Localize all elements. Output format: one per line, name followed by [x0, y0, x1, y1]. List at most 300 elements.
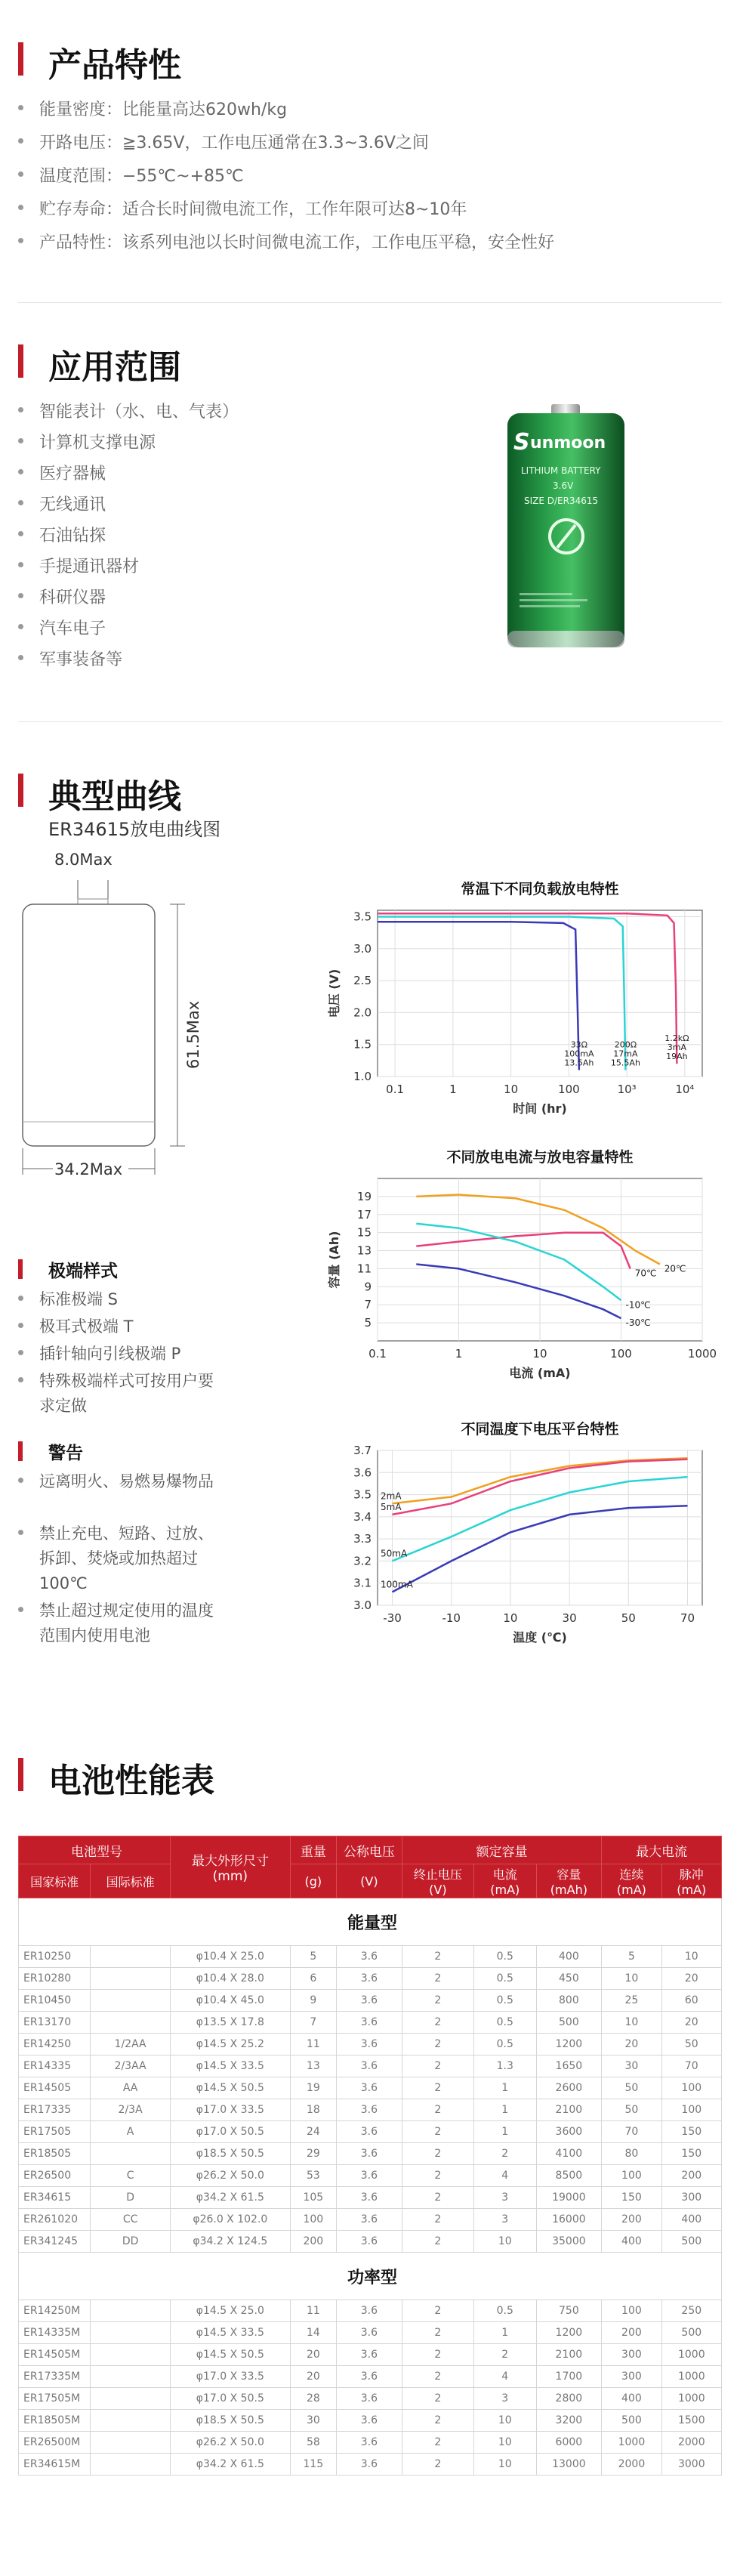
table-cell: 3.6 — [337, 2012, 402, 2034]
table-cell: 24 — [290, 2121, 336, 2143]
table-cell: ER17335M — [19, 2366, 91, 2388]
y-tick-label: 3.7 — [353, 1444, 372, 1457]
header-text: (mA) — [677, 1883, 707, 1897]
table-header — [602, 1864, 661, 1898]
table-cell — [91, 1968, 171, 1990]
applications-title: 应用范围 — [48, 348, 181, 387]
table-cell: 30 — [602, 2056, 661, 2077]
table-cell: φ18.5 X 50.5 — [170, 2143, 290, 2165]
y-tick-label: 5 — [364, 1316, 372, 1330]
table-cell: ER26500 — [19, 2165, 91, 2187]
table-cell: 3 — [473, 2209, 536, 2231]
series-annotation: 100mA — [564, 1049, 594, 1059]
y-tick-label: 3.4 — [353, 1509, 372, 1524]
table-cell: 2100 — [536, 2099, 602, 2121]
table-cell — [91, 2432, 171, 2454]
series-annotation: 15.5Ah — [610, 1058, 640, 1068]
table-cell: 14 — [290, 2322, 336, 2344]
x-tick-label: 1000 — [687, 1347, 717, 1361]
section-marker — [18, 42, 23, 76]
series-label: -30℃ — [625, 1317, 651, 1329]
y-tick-label: 7 — [364, 1298, 372, 1312]
table-cell: 500 — [602, 2410, 661, 2432]
table-cell: ER14335 — [19, 2056, 91, 2077]
table-cell: 2 — [402, 2143, 473, 2165]
table-cell: 300 — [602, 2344, 661, 2366]
table-cell: 2/3AA — [91, 2056, 171, 2077]
table-cell: 20 — [290, 2366, 336, 2388]
table-cell: ER26500M — [19, 2432, 91, 2454]
y-tick-label: 13 — [356, 1243, 372, 1258]
dim-bottom-label: 34.2Max — [54, 1160, 123, 1178]
table-cell: 200 — [602, 2209, 661, 2231]
table-cell: 2 — [402, 2034, 473, 2056]
table-cell: 29 — [290, 2143, 336, 2165]
table-row — [19, 2077, 722, 2099]
y-axis-label: 电压 (V) — [327, 968, 341, 1018]
table-row — [19, 2056, 722, 2077]
table-cell: 3.6 — [337, 2322, 402, 2344]
table-cell: 2 — [402, 2344, 473, 2366]
x-axis-label: 电流 (mA) — [509, 1366, 571, 1380]
table-cell: 3 — [473, 2388, 536, 2410]
table-cell: 100 — [290, 2209, 336, 2231]
chart-temperature-voltage — [325, 1416, 740, 1669]
battery-type: LITHIUM BATTERY — [521, 465, 601, 476]
dim-top-label: 8.0Max — [54, 851, 113, 869]
table-cell: φ18.5 X 50.5 — [170, 2410, 290, 2432]
table-cell: 3.6 — [337, 2231, 402, 2253]
table-cell: 30 — [290, 2410, 336, 2432]
divider — [18, 721, 722, 722]
y-axis-label: 容量 (Ah) — [327, 1231, 341, 1289]
list-item: 计算机支撑电源 — [39, 430, 156, 453]
table-header: 重量 — [290, 1836, 336, 1864]
table-row — [19, 2344, 722, 2366]
table-cell: 80 — [602, 2143, 661, 2165]
x-tick-label: 50 — [621, 1611, 636, 1625]
table-row — [19, 1968, 722, 1990]
table-cell: φ14.5 X 50.5 — [170, 2344, 290, 2366]
table-header: 电池型号 — [19, 1836, 171, 1864]
section-marker — [18, 1441, 23, 1461]
table-cell: ER18505M — [19, 2410, 91, 2432]
table-cell: ER34615 — [19, 2187, 91, 2209]
x-axis-label: 时间 (hr) — [513, 1101, 567, 1116]
table-cell: 500 — [536, 2012, 602, 2034]
table-header — [661, 1864, 721, 1898]
table-cell: 1700 — [536, 2366, 602, 2388]
table-row — [19, 2143, 722, 2165]
table-cell: 0.5 — [473, 2034, 536, 2056]
performance-table — [18, 1836, 722, 2476]
features-title: 产品特性 — [48, 46, 181, 85]
table-cell: 20 — [290, 2344, 336, 2366]
table-cell: φ34.2 X 61.5 — [170, 2187, 290, 2209]
table-cell: 50 — [602, 2099, 661, 2121]
table-cell: 3.6 — [337, 1990, 402, 2012]
list-item: 远离明火、易燃易爆物品 — [39, 1469, 220, 1494]
table-cell: ER18505 — [19, 2143, 91, 2165]
table-cell: DD — [91, 2231, 171, 2253]
y-tick-label: 3.2 — [353, 1554, 372, 1568]
divider — [18, 302, 722, 303]
table-cell — [91, 1946, 171, 1968]
table-header: 额定容量 — [402, 1836, 601, 1864]
table-cell: 3.6 — [337, 2034, 402, 2056]
table-cell: 2 — [402, 1968, 473, 1990]
table-cell: C — [91, 2165, 171, 2187]
table-cell: 3200 — [536, 2410, 602, 2432]
table-cell: 6000 — [536, 2432, 602, 2454]
table-cell: ER17505 — [19, 2121, 91, 2143]
list-item: 智能表计（水、电、气表） — [39, 399, 239, 422]
table-cell: ER14250M — [19, 2300, 91, 2322]
table-cell: 2 — [402, 2322, 473, 2344]
table-cell: 105 — [290, 2187, 336, 2209]
table-cell: 3.6 — [337, 1968, 402, 1990]
y-tick-label: 15 — [356, 1225, 372, 1240]
table-header — [402, 1864, 473, 1898]
table-row — [19, 2454, 722, 2476]
header-text: (mAh) — [550, 1883, 587, 1897]
table-cell: 50 — [661, 2034, 721, 2056]
table-cell: 500 — [661, 2322, 721, 2344]
x-tick-label: 10 — [532, 1347, 547, 1361]
table-header — [170, 1836, 290, 1898]
table-cell: 450 — [536, 1968, 602, 1990]
table-header — [536, 1864, 602, 1898]
table-row — [19, 2165, 722, 2187]
list-item: 贮存寿命：适合长时间微电流工作，工作年限可达8~10年 — [39, 196, 467, 220]
table-cell: 100 — [602, 2165, 661, 2187]
y-tick-label: 3.0 — [353, 1598, 372, 1612]
table-cell: 1 — [473, 2121, 536, 2143]
table-row — [19, 2388, 722, 2410]
table-group-row — [19, 2253, 722, 2300]
table-cell: D — [91, 2187, 171, 2209]
table-cell: 20 — [661, 2012, 721, 2034]
table-cell: 3.6 — [337, 2209, 402, 2231]
table-cell: 3.6 — [337, 2300, 402, 2322]
y-tick-label: 11 — [356, 1262, 372, 1276]
series-label: 50mA — [381, 1548, 408, 1559]
list-item: 特殊极端样式可按用户要求定做 — [39, 1369, 224, 1419]
table-cell: 2 — [402, 1946, 473, 1968]
table-cell — [91, 2454, 171, 2476]
header-text: 最大外形尺寸 — [191, 1854, 269, 1869]
list-item: 标准极端 S — [39, 1287, 224, 1310]
table-cell: 4100 — [536, 2143, 602, 2165]
y-tick-label: 2.0 — [353, 1005, 372, 1020]
x-tick-label: 0.1 — [386, 1083, 405, 1096]
table-cell: 10 — [473, 2231, 536, 2253]
table-cell: 2 — [402, 2012, 473, 2034]
table-cell: 13 — [290, 2056, 336, 2077]
table-cell: 400 — [602, 2231, 661, 2253]
table-cell: 19000 — [536, 2187, 602, 2209]
section-marker — [18, 1758, 23, 1791]
table-cell: 2 — [402, 2366, 473, 2388]
table-cell: φ10.4 X 28.0 — [170, 1968, 290, 1990]
table-cell: φ14.5 X 33.5 — [170, 2322, 290, 2344]
table-cell: 0.5 — [473, 2012, 536, 2034]
table-row — [19, 2300, 722, 2322]
table-cell: φ26.2 X 50.0 — [170, 2432, 290, 2454]
series-label: 5mA — [381, 1501, 402, 1512]
series-annotation: 3mA — [667, 1042, 687, 1053]
table-cell: 35000 — [536, 2231, 602, 2253]
table-cell: 3.6 — [337, 1946, 402, 1968]
table-cell: 2 — [473, 2344, 536, 2366]
table-cell: 115 — [290, 2454, 336, 2476]
table-cell: 2/3A — [91, 2099, 171, 2121]
table-cell: 3 — [473, 2187, 536, 2209]
table-cell: 2 — [402, 1990, 473, 2012]
table-cell — [91, 1990, 171, 2012]
section-marker — [18, 774, 23, 807]
table-cell: 300 — [602, 2366, 661, 2388]
header-text: 容量 — [557, 1867, 581, 1882]
table-cell — [91, 2410, 171, 2432]
x-tick-label: 1 — [449, 1083, 457, 1096]
list-item: 军事装备等 — [39, 647, 122, 670]
table-row — [19, 2410, 722, 2432]
table-cell: 2 — [402, 2056, 473, 2077]
header-text: (mA) — [490, 1883, 520, 1897]
list-item: 手提通讯器材 — [39, 554, 139, 577]
table-cell: 2100 — [536, 2344, 602, 2366]
warning-title: 警告 — [48, 1444, 83, 1463]
table-cell: 1000 — [602, 2432, 661, 2454]
list-item: 汽车电子 — [39, 616, 106, 639]
x-axis-label: 温度 (℃) — [513, 1630, 567, 1645]
table-cell: 1200 — [536, 2034, 602, 2056]
table-cell: 0.5 — [473, 1968, 536, 1990]
table-cell: ER14335M — [19, 2322, 91, 2344]
table-header: (g) — [290, 1864, 336, 1898]
table-cell: 2 — [402, 2388, 473, 2410]
table-cell: 2000 — [602, 2454, 661, 2476]
table-cell: 1 — [473, 2099, 536, 2121]
table-cell: 1 — [473, 2077, 536, 2099]
battery-brand: unmoon — [530, 434, 606, 452]
table-cell: ER261020 — [19, 2209, 91, 2231]
table-cell: 11 — [290, 2300, 336, 2322]
header-text: (mA) — [616, 1883, 646, 1897]
table-cell: 1000 — [661, 2388, 721, 2410]
table-cell: φ14.5 X 50.5 — [170, 2077, 290, 2099]
table-cell: 20 — [602, 2034, 661, 2056]
table-cell: ER10280 — [19, 1968, 91, 1990]
table-body — [19, 1898, 722, 2476]
x-tick-label: 100 — [610, 1347, 632, 1361]
y-tick-label: 9 — [364, 1280, 372, 1294]
table-cell: 3000 — [661, 2454, 721, 2476]
x-tick-label: 1 — [455, 1347, 463, 1361]
table-cell: φ17.0 X 50.5 — [170, 2121, 290, 2143]
table-row — [19, 2121, 722, 2143]
plot-area — [378, 1450, 702, 1605]
table-cell: 3.6 — [337, 2366, 402, 2388]
x-tick-label: 30 — [562, 1611, 577, 1625]
header-text: 终止电压 — [413, 1867, 462, 1882]
x-tick-label: -10 — [442, 1611, 461, 1625]
table-cell — [91, 2300, 171, 2322]
table-row — [19, 2322, 722, 2344]
table-cell: 58 — [290, 2432, 336, 2454]
table-cell: 70 — [602, 2121, 661, 2143]
table-cell: 100 — [661, 2077, 721, 2099]
table-cell: 3.6 — [337, 2388, 402, 2410]
table-cell: 2 — [402, 2165, 473, 2187]
table-cell: 5 — [290, 1946, 336, 1968]
table-cell: ER17335 — [19, 2099, 91, 2121]
table-cell: 1000 — [661, 2366, 721, 2388]
list-item: 禁止超过规定使用的温度范围内使用电池 — [39, 1598, 220, 1648]
table-cell: 10 — [473, 2432, 536, 2454]
table-cell: φ13.5 X 17.8 — [170, 2012, 290, 2034]
table-title: 电池性能表 — [48, 1762, 214, 1800]
table-cell: 500 — [661, 2231, 721, 2253]
table-cell: φ10.4 X 25.0 — [170, 1946, 290, 1968]
table-cell: ER341245 — [19, 2231, 91, 2253]
x-tick-label: 70 — [680, 1611, 695, 1625]
table-cell: 3.6 — [337, 2187, 402, 2209]
table-cell: ER14250 — [19, 2034, 91, 2056]
series-label: -10℃ — [625, 1299, 651, 1311]
table-header: 最大电流 — [602, 1836, 722, 1864]
table-cell: 2800 — [536, 2388, 602, 2410]
table-cell: φ34.2 X 124.5 — [170, 2231, 290, 2253]
table-row — [19, 2432, 722, 2454]
table-cell: 10 — [473, 2410, 536, 2432]
table-cell: φ14.5 X 33.5 — [170, 2056, 290, 2077]
table-cell: 3.6 — [337, 2165, 402, 2187]
dimension-drawing — [15, 842, 211, 1186]
table-cell: 19 — [290, 2077, 336, 2099]
table-cell: 9 — [290, 1990, 336, 2012]
table-row — [19, 2209, 722, 2231]
series-label: 2mA — [381, 1490, 402, 1502]
table-cell: 10 — [602, 2012, 661, 2034]
table-cell: 6 — [290, 1968, 336, 1990]
table-cell — [91, 2366, 171, 2388]
list-item: 石油钻探 — [39, 523, 106, 546]
table-cell: φ10.4 X 45.0 — [170, 1990, 290, 2012]
table-cell: φ14.5 X 25.0 — [170, 2300, 290, 2322]
chart-title: 不同放电电流与放电容量特性 — [446, 1149, 634, 1166]
table-cell: CC — [91, 2209, 171, 2231]
table-cell: ER17505M — [19, 2388, 91, 2410]
series-label: 100mA — [381, 1579, 413, 1590]
table-cell: 3.6 — [337, 2344, 402, 2366]
plot-area — [378, 910, 702, 1076]
battery-voltage: 3.6V — [553, 480, 574, 491]
table-cell: 2600 — [536, 2077, 602, 2099]
table-cell: 200 — [661, 2165, 721, 2187]
table-cell: 4 — [473, 2366, 536, 2388]
y-tick-label: 3.5 — [353, 910, 372, 924]
table-cell: 8500 — [536, 2165, 602, 2187]
battery-size: SIZE D/ER34615 — [524, 496, 599, 506]
series-label: 20℃ — [664, 1263, 686, 1274]
table-cell: 4 — [473, 2165, 536, 2187]
table-cell: 2 — [402, 2432, 473, 2454]
table-row — [19, 1990, 722, 2012]
table-cell: 3.6 — [337, 2432, 402, 2454]
series-label: 70℃ — [634, 1268, 657, 1279]
table-cell: 1 — [473, 2322, 536, 2344]
table-cell: 7 — [290, 2012, 336, 2034]
table-cell: ER34615M — [19, 2454, 91, 2476]
table-cell: ER10450 — [19, 1990, 91, 2012]
y-tick-label: 1.0 — [353, 1070, 372, 1083]
series-annotation: 13.5Ah — [564, 1058, 594, 1068]
table-cell: 150 — [661, 2121, 721, 2143]
table-group-row — [19, 1898, 722, 1946]
table-cell: 2 — [473, 2143, 536, 2165]
table-cell: φ14.5 X 25.2 — [170, 2034, 290, 2056]
table-cell: 100 — [602, 2300, 661, 2322]
x-tick-label: 10⁴ — [675, 1083, 695, 1096]
table-cell: 2000 — [661, 2432, 721, 2454]
table-cell: φ34.2 X 61.5 — [170, 2454, 290, 2476]
chart-current-capacity — [325, 1144, 740, 1394]
table-group-label: 能量型 — [19, 1898, 722, 1946]
table-cell: 10 — [473, 2454, 536, 2476]
table-cell: 28 — [290, 2388, 336, 2410]
table-cell: 5 — [602, 1946, 661, 1968]
table-cell: 2 — [402, 2121, 473, 2143]
table-header: 公称电压 — [337, 1836, 402, 1864]
x-tick-label: -30 — [383, 1611, 402, 1625]
table-group-label: 功率型 — [19, 2253, 722, 2300]
table-row — [19, 1946, 722, 1968]
table-cell: 3.6 — [337, 2143, 402, 2165]
x-tick-label: 10 — [503, 1611, 518, 1625]
chart-title: 不同温度下电压平台特性 — [461, 1421, 619, 1438]
list-item: 无线通讯 — [39, 492, 106, 515]
table-cell: 3.6 — [337, 2410, 402, 2432]
table-cell — [91, 2388, 171, 2410]
y-tick-label: 3.1 — [353, 1576, 372, 1590]
table-cell: 750 — [536, 2300, 602, 2322]
x-tick-label: 0.1 — [368, 1347, 387, 1361]
table-cell: 1650 — [536, 2056, 602, 2077]
table-cell: 150 — [661, 2143, 721, 2165]
table-cell: ER14505M — [19, 2344, 91, 2366]
list-item: 开路电压：≧3.65V，工作电压通常在3.3~3.6V之间 — [39, 130, 429, 153]
header-text: (V) — [429, 1883, 447, 1897]
table-cell: 2 — [402, 2077, 473, 2099]
table-cell: 2 — [402, 2231, 473, 2253]
table-cell: 18 — [290, 2099, 336, 2121]
header-text: 电流 — [492, 1867, 517, 1882]
table-cell: 1500 — [661, 2410, 721, 2432]
battery-cap — [551, 404, 580, 415]
table-cell: φ17.0 X 50.5 — [170, 2388, 290, 2410]
chart-load-discharge — [325, 876, 740, 1126]
table-row — [19, 2099, 722, 2121]
table-cell: 16000 — [536, 2209, 602, 2231]
battery-brand-initial: S — [513, 429, 530, 456]
header-text: 连续 — [619, 1867, 644, 1882]
table-header: 国际标准 — [91, 1864, 171, 1898]
table-cell: 2 — [402, 2209, 473, 2231]
table-cell: φ26.2 X 50.0 — [170, 2165, 290, 2187]
list-item: 插针轴向引线极端 P — [39, 1342, 224, 1364]
